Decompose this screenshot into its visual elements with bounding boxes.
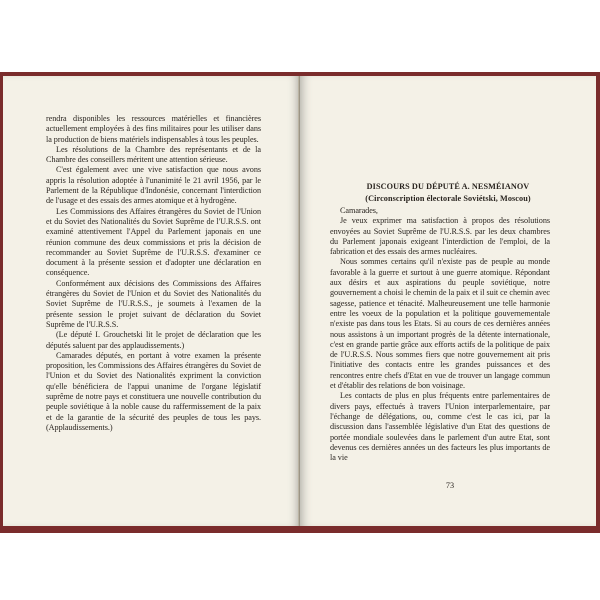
paragraph: Camarades députés, en portant à votre examen la présente proposition, les Commissions des Affaires étrangères du Soviet de l'Union et du Soviet des Nationalités expriment la conviction qu'elle bénéficiera de l'appui unanime de l'organe législatif suprême de notre pays et constituera une nouvelle contribution du peuple soviétique à la noble cause du raffermissement de la paix et de la garantie de la sécurité des peuples de tous les pays. (Applaudissements.) — [46, 350, 261, 432]
right-page-text — [330, 206, 550, 463]
paragraph: rendra disponibles les ressources matérielles et financières actuellement employées à des fins militaires pour les utiliser dans la production de biens matériels indispensables à tous les peuples. — [46, 114, 261, 144]
right-page — [300, 76, 596, 526]
paragraph: (Le député I. Grouchetski lit le projet de déclaration que les députés saluent par des applaudissements.) — [46, 330, 261, 350]
paragraph: Conformément aux décisions des Commissions des Affaires étrangères du Soviet de l'Union et du Soviet des Nationalités du Soviet Suprême de l'U.R.S.S., je soumets à l'examen de la présente session le projet suivant de déclaration du Soviet Suprême de l'U.R.S.S. — [46, 278, 261, 329]
paragraph: Camarades, — [340, 206, 378, 215]
speech-heading: DISCOURS DU DÉPUTÉ A. NESMÉIANOV — [366, 182, 530, 191]
paragraph: C'est également avec une vive satisfaction que nous avons appris la résolution adoptée à l'unanimité le 21 avril 1956, par le Parlement de la République d'Indonésie, concernant l'interdiction de l'usage et des essais des armes atomique et à hydrogène. — [46, 165, 261, 206]
paragraph: Les résolutions de la Chambre des représentants et de la Chambre des conseillers méritent une attention sérieuse. — [46, 144, 261, 165]
left-page-text — [46, 114, 261, 433]
paragraph: Nous sommes certains qu'il n'existe pas de peuple au monde favorable à la guerre et surtout à une guerre atomique. Répondant aux désirs et aux aspirations du peuple soviétique, notre gouvernement a choisi le chemin de la paix et il suit ce chemin avec sagesse, patience et ténacité. Malheureusement une telle harmonie entre les voeux de la population et la politique gouvernementale n'existe pas dans tous les Etats. Si au cours de ces dernières années nous assistons à un important progrès de la détente internationale, c'est en grande partie grâce aux efforts actifs de la politique de paix de l'U.R.S.S. Nous sommes fiers que notre gouvernement ait pris l'initiative des contacts entre les grandes puissances et des rencontres entre chefs d'Etat en vue de trouver un langage commun et d'établir des relations de bon voisinage. — [330, 257, 550, 391]
paragraph: Les Commissions des Affaires étrangères du Soviet de l'Union et du Soviet des Nationalités du Soviet Suprême de l'U.R.S.S. ont examiné attentivement l'Appel du Parlement japonais en une réunion commune des deux commissions et pris la décision de recommander au Soviet Suprême de l'U.R.S.S. d'examiner ce document à la présente session et d'adopter une déclaration en conséquence. — [46, 206, 261, 278]
speech-subheading: (Circonscription électorale Soviétski, Moscou) — [365, 194, 531, 203]
paragraph: Les contacts de plus en plus fréquents entre parlementaires de divers pays, effectués à travers l'Union interparlementaire, par l'échange de délégations, ou, comme c'est le cas ici, par la discussion dans l'assemblée législative d'un Etat des questions de portée mondiale soulevées dans le parlement d'un autre Etat, sont devenus ces dernières années un des facteurs les plus importants de la vie — [330, 391, 550, 463]
page-number: 73 — [445, 481, 455, 490]
paragraph: Je veux exprimer ma satisfaction à propos des résolutions envoyées au Soviet Suprême de l'U.R.S.S. par les deux chambres du Parlement japonais exigeant l'interdiction de l'emploi, de la fabrication et des essais des armes nucléaires. — [330, 216, 550, 257]
left-page — [3, 76, 300, 526]
